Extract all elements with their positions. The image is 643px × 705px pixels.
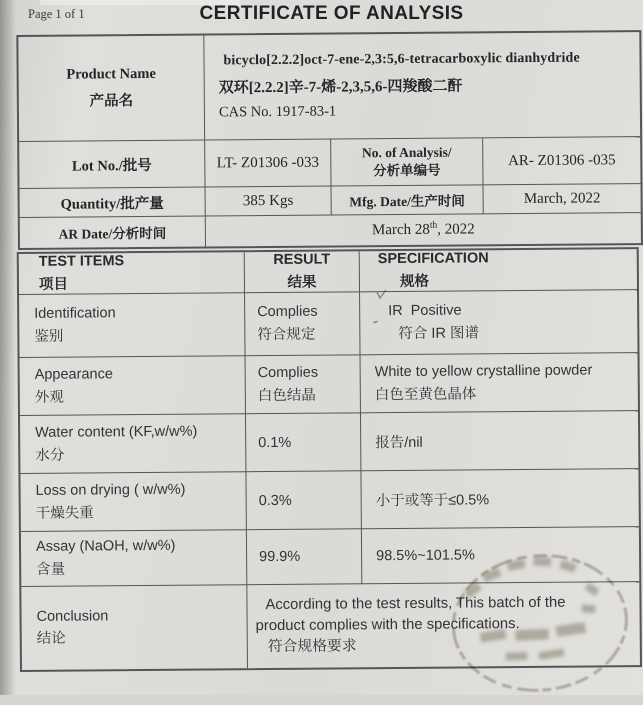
header-test-items-zh: 项目 (38, 276, 69, 293)
analysis-no-label-en: No. of Analysis/ (361, 144, 452, 161)
item-zh: 外观 (34, 389, 64, 406)
ar-date-value-cell (206, 213, 641, 246)
spec-line: White to yellow crystalline powder (374, 361, 593, 380)
product-name-label-zh: 产品名 (89, 93, 134, 110)
result-line: 符合规定 (257, 326, 316, 344)
product-name-chinese: 双环[2.2.2]辛-7-烯-2,3,5,6-四羧酸二酐 (218, 78, 463, 97)
conclusion-line: product complies with the specifications. (255, 616, 520, 635)
product-name-label-en: Product Name (66, 65, 156, 83)
ar-date-value: March 28th, 2022 (371, 220, 475, 238)
result-line: Complies (257, 364, 319, 381)
row-appearance-item (20, 356, 246, 416)
page-number-label: Page 1 of 1 (28, 7, 85, 21)
item-zh: 干燥失重 (35, 504, 94, 522)
header-specification (360, 249, 637, 292)
row-assay-result (247, 529, 362, 585)
row-identification-result (245, 292, 360, 356)
lot-no-label-cell (19, 141, 205, 189)
lot-no-value-cell (205, 140, 331, 188)
spec-line: IR Positive (388, 302, 462, 320)
header-result-zh: 结果 (287, 274, 317, 291)
mfg-date-label: Mfg. Date/生产时间 (349, 193, 465, 210)
quantity-label: Quantity/批产量 (60, 195, 164, 213)
row-assay-item (21, 530, 247, 587)
item-en: Loss on drying ( w/w%) (35, 481, 186, 499)
cas-number: CAS No. 1917-83-1 (218, 103, 337, 121)
item-zh: 水分 (35, 447, 65, 464)
mfg-date-value: March, 2022 (523, 189, 601, 207)
header-specification-en: SPECIFICATION (377, 250, 489, 268)
header-test-items (19, 252, 245, 295)
header-test-items-en: TEST ITEMS (38, 253, 125, 270)
item-en: Water content (KF,w/w%) (35, 423, 198, 441)
mfg-date-value-cell (484, 184, 641, 214)
item-en: Assay (NaOH, w/w%) (35, 537, 176, 555)
row-water-content-item (20, 414, 246, 474)
row-identification-item (19, 293, 245, 358)
conclusion-label-cell (21, 585, 248, 670)
result-line: 0.3% (258, 492, 292, 509)
row-appearance-spec (361, 353, 638, 413)
result-line: 99.9% (259, 548, 301, 566)
item-zh: 含量 (36, 561, 66, 578)
ar-date-ordinal: th (429, 220, 438, 231)
row-loss-on-drying-item (20, 472, 246, 532)
row-assay-spec (362, 527, 639, 584)
conclusion-line: According to the test results, This batch of the (265, 594, 566, 614)
spec-line: 小于或等于≤0.5% (375, 492, 490, 510)
spec-line: 白色至黄色晶体 (374, 385, 477, 403)
lot-no-label: Lot No./批号 (71, 157, 152, 175)
analysis-no-value: AR- Z01306 -035 (508, 151, 616, 169)
ar-date-label: AR Date/分析时间 (58, 225, 167, 242)
header-specification-zh: 规格 (399, 273, 430, 291)
conclusion-label-en: Conclusion (36, 608, 109, 625)
product-info-table (16, 30, 643, 250)
result-line: 0.1% (258, 434, 292, 451)
row-water-content-result (246, 413, 361, 472)
row-identification-spec (360, 290, 637, 355)
document-title: CERTIFICATE OF ANALYSIS (199, 3, 464, 24)
header-result-en: RESULT (273, 251, 331, 268)
analysis-no-value-cell (483, 137, 640, 185)
result-line: 白色结晶 (257, 387, 316, 404)
spec-line: 报告/nil (375, 434, 423, 452)
lot-no-value: LT- Z01306 -033 (216, 154, 319, 171)
quantity-label-cell (20, 188, 206, 218)
analysis-no-label-zh: 分析单编号 (373, 162, 441, 179)
header-result (245, 251, 360, 293)
product-name-value-cell (204, 32, 640, 140)
item-en: Identification (34, 305, 116, 322)
item-zh: 鉴别 (34, 328, 64, 345)
test-results-table (17, 247, 642, 672)
row-loss-on-drying-result (246, 471, 361, 530)
conclusion-label-zh: 结论 (36, 630, 66, 647)
ar-date-label-cell (20, 217, 206, 248)
quantity-value-cell (206, 187, 332, 217)
pen-mark-icon (376, 289, 388, 301)
mfg-date-label-cell (332, 185, 484, 215)
result-line: Complies (257, 303, 318, 321)
item-en: Appearance (34, 365, 113, 383)
row-appearance-result (246, 355, 361, 414)
spec-line: 符合 IR 图谱 (398, 325, 479, 343)
conclusion-line: 符合规格要求 (267, 638, 357, 656)
quantity-value: 385 Kgs (242, 192, 294, 209)
row-loss-on-drying-spec (361, 469, 638, 529)
row-water-content-spec (361, 411, 638, 471)
product-name-label-cell (18, 36, 205, 142)
analysis-no-label-cell (331, 138, 483, 186)
spec-line: 98.5%~101.5% (376, 547, 475, 565)
conclusion-text-cell (247, 582, 640, 668)
product-name-english: bicyclo[2.2.2]oct-7-ene-2,3:5,6-tetracarboxylic dianhydride (223, 50, 580, 69)
